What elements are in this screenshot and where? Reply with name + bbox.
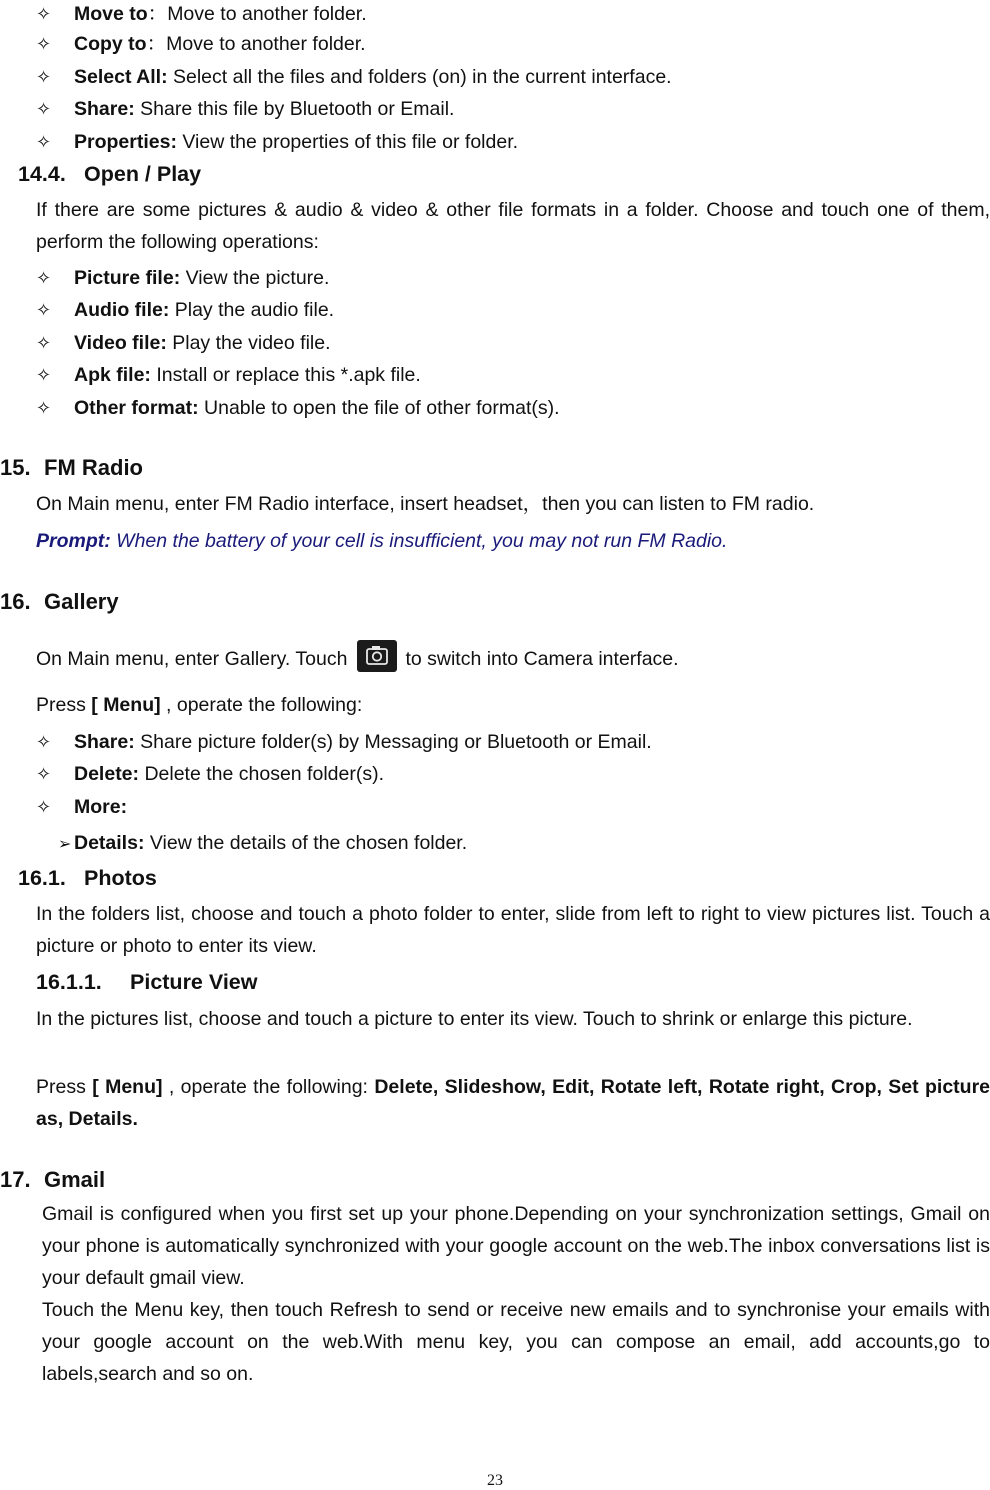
- diamond-star-icon: ✧: [36, 333, 52, 354]
- diamond-star-icon: ✧: [36, 732, 52, 753]
- section-heading-17: 17. Gmail: [0, 1167, 106, 1192]
- section-15-body: On Main menu, enter FM Radio interface, insert headset，then you can listen to FM radio.: [36, 493, 815, 515]
- open-item-apk: ✧ Apk file: Install or replace this *.apk file.: [36, 361, 421, 389]
- bullet-item-share: ✧ Share: Share this file by Bluetooth or Email.: [36, 95, 454, 123]
- open-item-audio: ✧ Audio file: Play the audio file.: [36, 296, 334, 324]
- section-16-1-1-press: Press [ Menu] , operate the following: Delete, Slideshow, Edit, Rotate left, Rotate right, Crop, Set picture as, Details.: [36, 1076, 990, 1130]
- section-16-line1: On Main menu, enter Gallery. Touch to switch into Camera interface.: [36, 644, 679, 676]
- bullet-item-move-to: ✧ Move to：Move to another folder.: [36, 0, 367, 28]
- diamond-star-icon: ✧: [36, 4, 52, 25]
- diamond-star-icon: ✧: [36, 34, 52, 55]
- arrow-right-icon: ➢: [58, 834, 72, 853]
- open-item-picture: ✧ Picture file: View the picture.: [36, 264, 329, 292]
- section-heading-16: 16. Gallery: [0, 589, 119, 614]
- section-17-para2: Touch the Menu key, then touch Refresh to send or receive new emails and to synchronise your emails with your google account on the web.With menu key, you can compose an email, add accounts,go to labels,search and so on.: [42, 1299, 990, 1385]
- diamond-star-icon: ✧: [36, 300, 52, 321]
- diamond-star-icon: ✧: [36, 268, 52, 289]
- section-17-para1: Gmail is configured when you first set up your phone.Depending on your synchronization settings, Gmail on your phone is automatically synchronized with your google account on the web.The inbox conversations list is your default gmail view.: [42, 1203, 990, 1289]
- section-heading-16-1: 16.1. Photos: [18, 866, 157, 890]
- gallery-subitem-details: ➢ Details: View the details of the chosen folder.: [58, 829, 467, 857]
- section-heading-16-1-1: 16.1.1. Picture View: [36, 970, 258, 994]
- section-heading-15: 15. FM Radio: [0, 455, 143, 480]
- gallery-item-delete: ✧ Delete: Delete the chosen folder(s).: [36, 760, 384, 788]
- gallery-item-more: ✧ More:: [36, 793, 127, 821]
- diamond-star-icon: ✧: [36, 398, 52, 419]
- diamond-star-icon: ✧: [36, 132, 52, 153]
- diamond-star-icon: ✧: [36, 797, 52, 818]
- section-15-prompt: Prompt: When the battery of your cell is insufficient, you may not run FM Radio.: [36, 530, 728, 552]
- bullet-item-copy-to: ✧ Copy to：Move to another folder.: [36, 30, 366, 58]
- open-item-video: ✧ Video file: Play the video file.: [36, 329, 331, 357]
- bullet-item-select-all: ✧ Select All: Select all the files and folders (on) in the current interface.: [36, 63, 672, 91]
- diamond-star-icon: ✧: [36, 365, 52, 386]
- diamond-star-icon: ✧: [36, 67, 52, 88]
- diamond-star-icon: ✧: [36, 99, 52, 120]
- section-heading-14-4: 14.4. Open / Play: [18, 162, 202, 186]
- open-item-other: ✧ Other format: Unable to open the file of other format(s).: [36, 394, 560, 422]
- gallery-item-share: ✧ Share: Share picture folder(s) by Messaging or Bluetooth or Email.: [36, 728, 652, 756]
- diamond-star-icon: ✧: [36, 764, 52, 785]
- section-16-1-1-body: In the pictures list, choose and touch a picture to enter its view. Touch to shrink or enlarge this picture.: [36, 1008, 913, 1030]
- page-number: 23: [487, 1472, 503, 1489]
- camera-icon: [357, 640, 397, 672]
- section-14-4-intro: If there are some pictures & audio & video & other file formats in a folder. Choose and touch one of them, perform the following operations:: [36, 199, 990, 253]
- section-16-1-body: In the folders list, choose and touch a photo folder to enter, slide from left to right to view pictures list. Touch a picture or photo to enter its view.: [36, 903, 990, 957]
- bullet-item-properties: ✧ Properties: View the properties of this file or folder.: [36, 128, 518, 156]
- section-16-press: Press [ Menu] , operate the following:: [36, 694, 363, 716]
